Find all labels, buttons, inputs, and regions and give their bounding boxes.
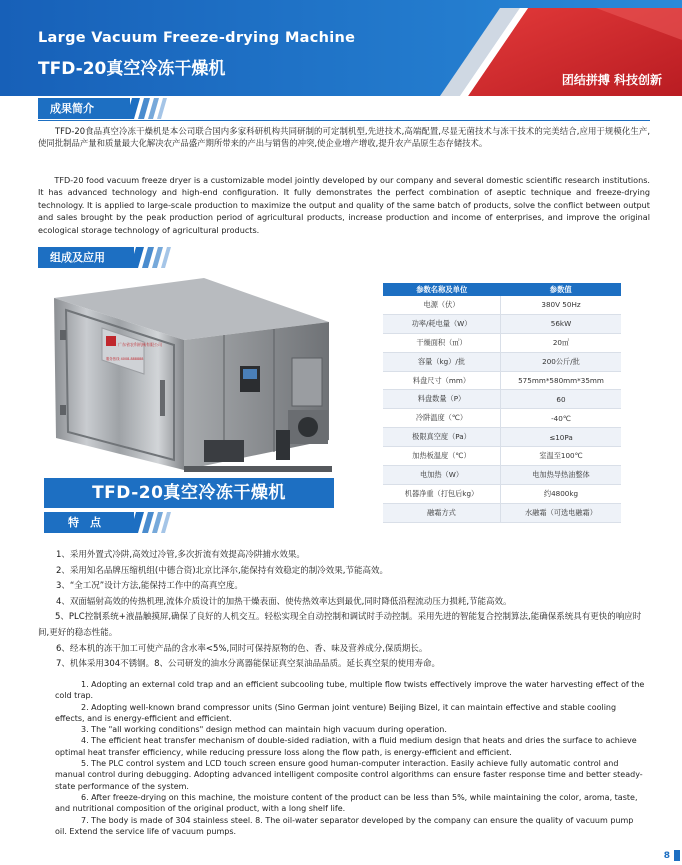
list-item: 7. The body is made of 304 stainless steel. 8. The oil-water separator developed by the company can ensure the quality of vacuum pump oil. Extend the service life of vacuum pumps. [55,815,634,836]
page-header [0,0,682,96]
page-number-bar [674,850,680,861]
spec-value: 200公斤/批 [501,352,622,371]
list-item: 7、机体采用304不锈钢。8、公司研发的油水分离器能保证真空泵油品品质。延长真空泵的使用寿命。 [56,659,441,670]
spec-name: 机器净重（打包后kg） [383,484,501,503]
stripes-decoration [126,98,186,119]
list-item: 3. The "all working conditions" design method can maintain high vacuum during operation. [81,725,447,735]
table-row [383,390,621,409]
machine-plate-text: 广东省农科机械有限公司 [118,342,162,347]
intro-paragraph-en: TFD-20 food vacuum freeze dryer is a customizable model jointly developed by our company and several domestic scientific research institutions. It has advanced technology and high-end configuration. It fully demonstrates the perfect combination of aseptic technique and freeze-drying technology. It is applied to large-scale production to maximize the output and quality of the same batch of products, solve the conflict between output and sales brought by the peak production period of agricultural products, increase production and income of enterprises, and improve the original ecological storage technology of agricultural products. [38,175,650,235]
spec-name: 电源（伏） [383,296,501,314]
features-list-en [55,679,645,837]
spec-header-value: 参数值 [501,283,622,296]
list-item: 6、经本机的冻干加工可使产品的含水率<5%,同时可保持原物的色、香、味及营养成分,保质期长。 [56,643,428,654]
table-row [383,333,621,352]
stripes-decoration [130,512,190,533]
table-row [383,352,621,371]
table-row [383,428,621,447]
list-item: 5、PLC控制系统+液晶触摸屏,确保了良好的人机交互。轻松实现全自动控制和调试时手动控制。采用先进的智能复合控制算法,能确保系统具有更快的响应时间,更好的稳态性能。 [38,612,642,638]
spec-value: ≤10Pa [501,428,622,447]
table-row [383,503,621,522]
freeze-dryer-machine-image [44,270,344,475]
section-title-intro [38,98,650,119]
spec-table [383,283,621,523]
intro-paragraph-cn: TFD-20食品真空冷冻干燥机是本公司联合国内多家科研机构共同研制的可定制机型,先进技术,高端配置,尽显无菌技术与冻干技术的完美结合,应用于规模化生产,使同批制品产量和质量最大化解决农产品盛产期所带来的产出与销售的冲突,使企业增产增收,提升农产品原生态存储技术。 [38,126,650,149]
table-row [383,314,621,333]
list-item: 4、双面辐射高效的传热机理,流体介质设计的加热干燥表面、使传热效率达到最优,同时降低沿程流动压力损耗,节能高效。 [56,596,512,607]
spec-header-name: 参数名称及单位 [383,283,501,296]
spec-name: 加热板温度（℃） [383,447,501,466]
spec-value: 约4800kg [501,484,622,503]
section-title-composition [38,247,650,268]
header-slogan: 团结拼搏 科技创新 [561,73,662,87]
list-item: 3、“全工况”设计方法,能保持工作中的高真空度。 [56,581,243,592]
stripes-decoration [130,247,190,268]
list-item: 1. Adopting an external cold trap and an efficient subcooling tube, multiple flow twists effectively improve the water harvesting effect of the cold trap. [55,680,645,701]
spec-header-row [383,283,621,296]
spec-name: 功率/耗电量（W） [383,314,501,333]
table-row [383,296,621,314]
spec-name: 极限真空度（Pa） [383,428,501,447]
spec-value: 575mm*580mm*35mm [501,371,622,390]
header-title-en: Large Vacuum Freeze-drying Machine [38,30,356,46]
table-row [383,371,621,390]
page-number: 8 [663,851,670,861]
spec-name: 料盘数量（P） [383,390,501,409]
spec-name: 料盘尺寸（mm） [383,371,501,390]
spec-name: 融霜方式 [383,503,501,522]
list-item: 6. After freeze-drying on this machine, the moisture content of the product can be less than 5%, while maintaining the color, aroma, taste, and nutritional composition of the original product, with a long shelf life. [55,792,638,814]
section-label: 组成及应用 [38,247,134,268]
spec-value: 60 [501,390,622,409]
list-item: 1、采用外置式冷阱,高效过冷管,多次折流有效提高冷阱捕水效果。 [56,550,305,560]
table-row [383,466,621,485]
section-title-features [44,512,244,533]
spec-value: 20㎡ [501,333,622,352]
spec-name: 干燥面积（㎡） [383,333,501,352]
spec-name: 容量（kg）/批 [383,352,501,371]
table-row [383,447,621,466]
spec-name: 冷阱温度（℃） [383,409,501,428]
features-list-cn [38,548,650,673]
spec-value: -40℃ [501,409,622,428]
section-label: 成果简介 [38,98,130,119]
list-item: 2、采用知名品牌压缩机组(中德合资)北京比泽尔,能保持有效稳定的制冷效果,节能高效。 [56,565,388,576]
header-title-cn: TFD-20真空冷冻干燥机 [38,59,226,79]
spec-value: 电加热导热油整体 [501,466,622,485]
spec-value: 室温至100℃ [501,447,622,466]
list-item: 2. Adopting well-known brand compressor units (Sino German joint venture) Beijing Bizel, it can maintain effective and stable cooling effects, and is energy-efficient and efficient. [55,702,617,723]
list-item: 5. The PLC control system and LCD touch screen ensure good human-computer interaction. Easily achieve fully automatic control and manual control during debugging. Adopting advanced intelligent composite control algorithms can ensure faster response time and better steady-state performance of the system. [55,759,643,791]
section-label: 特 点 [44,512,134,533]
spec-value: 380V 50Hz [501,296,622,314]
spec-name: 电加热（W） [383,466,501,485]
table-row [383,484,621,503]
spec-value: 56kW [501,314,622,333]
product-name-banner: TFD-20真空冷冻干燥机 [44,478,334,508]
machine-plate-tel: 服务热线 4008-888888 [106,357,144,361]
spec-value: 水融霜（可选电融霜） [501,503,622,522]
table-row [383,409,621,428]
list-item: 4. The efficient heat transfer mechanism of double-sided radiation, with a fluid medium design that heats and dries the surface to achieve optimal heat transfer efficiency, while reducing pressure loss along the flow path, is energy-efficient and efficient. [55,736,637,757]
